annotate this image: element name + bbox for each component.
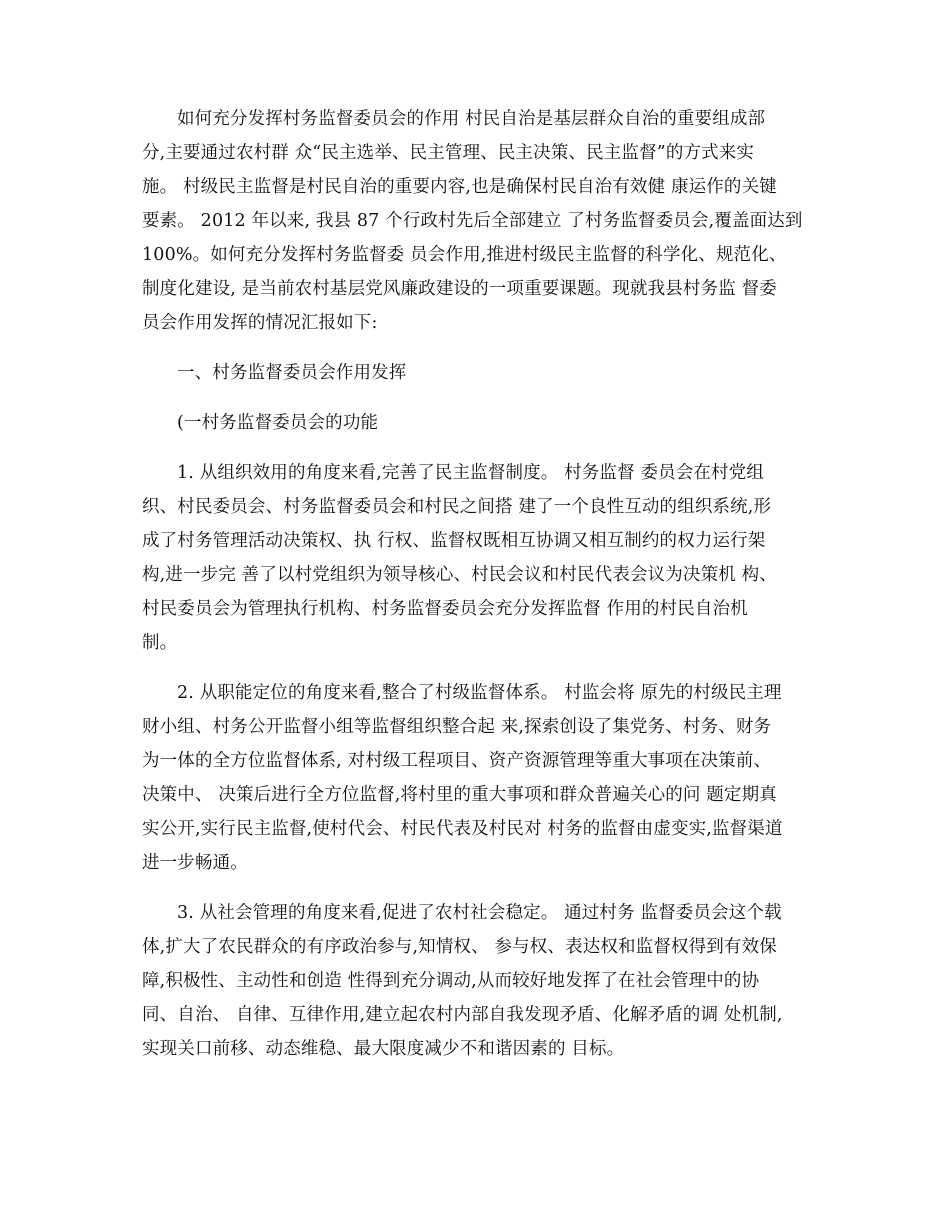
subsection-heading xyxy=(142,406,814,440)
point-1-line: 制。 xyxy=(142,633,178,653)
point-3-line: 实现关口前移、动态维稳、最大限度减少不和谐因素的 目标。 xyxy=(142,1039,625,1059)
intro-line: 员会作用发挥的情况汇报如下: xyxy=(142,313,378,333)
point-2-line: 进一步畅通。 xyxy=(142,853,248,873)
point-1-line: 织、村民委员会、村务监督委员会和村民之间搭 建了一个良性互动的组织系统,形 xyxy=(142,497,772,517)
point-2-line: 为一体的全方位监督体系, 对村级工程项目、资产资源管理等重大事项在决策前、 xyxy=(142,751,772,771)
section-heading-text: 一、村务监督委员会作用发挥 xyxy=(177,363,407,383)
point-2-line: 财小组、村务公开监督小组等监督组织整合起 来,探索创设了集党务、村务、财务 xyxy=(142,717,772,737)
point-1-line: 村民委员会为管理执行机构、村务监督委员会充分发挥监督 作用的村民自治机 xyxy=(142,599,748,619)
intro-line: 要素。 2012 年以来, 我县 87 个行政村先后全部建立 了村务监督委员会,覆盖面达到 xyxy=(142,211,803,231)
point-1-line: 成了村务管理活动决策权、执 行权、监督权既相互协调又相互制约的权力运行架 xyxy=(142,531,766,551)
intro-line: 100%。如何充分发挥村务监督委 员会作用,推进村级民主监督的科学化、规范化、 xyxy=(142,245,787,265)
point-3-line: 体,扩大了农民群众的有序政治参与,知情权、 参与权、表达权和监督权得到有效保 xyxy=(142,937,777,957)
point-1-paragraph xyxy=(142,456,814,660)
intro-line: 分,主要通过农村群 众“民主选举、民主管理、民主决策、民主监督”的方式来实 xyxy=(142,143,755,163)
point-2-line: 决策中、 决策后进行全方位监督,将村里的重大事项和群众普遍关心的问 题定期真 xyxy=(142,785,777,805)
intro-line: 制度化建设, 是当前农村基层党风廉政建设的一项重要课题。现就我县村务监 督委 xyxy=(142,279,777,299)
point-1-line: 1. 从组织效用的角度来看,完善了民主监督制度。 村务监督 委员会在村党组 xyxy=(177,463,764,483)
point-3-line: 障,积极性、主动性和创造 性得到充分调动,从而较好地发挥了在社会管理中的协 xyxy=(142,971,760,991)
intro-paragraph xyxy=(142,102,814,340)
point-3-line: 同、自治、 自律、互律作用,建立起农村内部自我发现矛盾、化解矛盾的调 处机制, xyxy=(142,1005,783,1025)
point-2-paragraph xyxy=(142,676,814,880)
point-3-paragraph xyxy=(142,896,814,1066)
point-3-line: 3. 从社会管理的角度来看,促进了农村社会稳定。 通过村务 监督委员会这个载 xyxy=(177,903,782,923)
point-1-line: 构,进一步完 善了以村党组织为领导核心、村民会议和村民代表会议为决策机 构、 xyxy=(142,565,777,585)
point-2-line: 实公开,实行民主监督,使村代会、村民代表及村民对 村务的监督由虚变实,监督渠道 xyxy=(142,819,783,839)
subsection-heading-text: (一村务监督委员会的功能 xyxy=(177,413,379,433)
document-body xyxy=(142,102,814,1082)
section-heading xyxy=(142,356,814,390)
point-2-line: 2. 从职能定位的角度来看,整合了村级监督体系。 村监会将 原先的村级民主理 xyxy=(177,683,782,703)
intro-line: 施。 村级民主监督是村民自治的重要内容,也是确保村民自治有效健 康运作的关键 xyxy=(142,177,777,197)
intro-line: 如何充分发挥村务监督委员会的作用 村民自治是基层群众自治的重要组成部 xyxy=(177,109,766,129)
